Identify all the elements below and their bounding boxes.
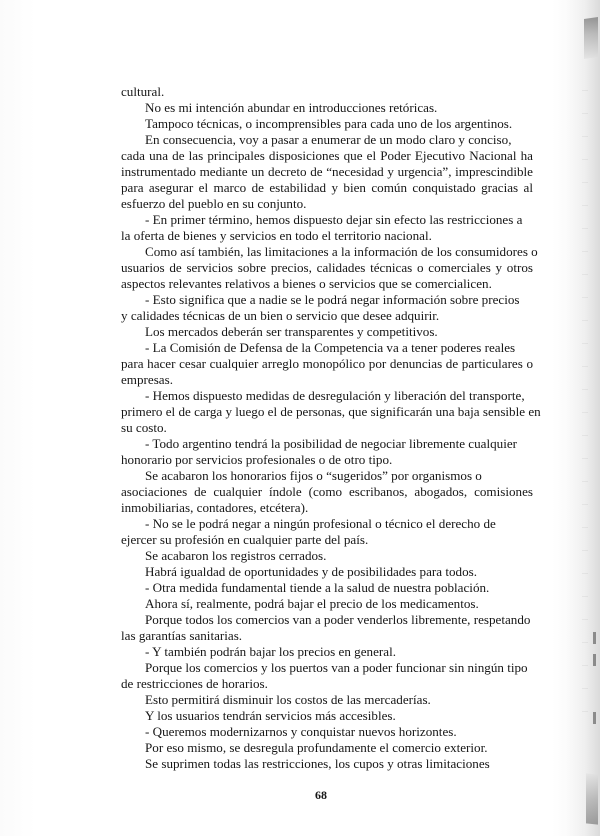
text-line: Como así también, las limitaciones a la información de los consumidores o	[145, 244, 538, 259]
text-line: instrumentado mediante un decreto de “necesidad y urgencia”, imprescindible	[121, 164, 533, 179]
text-line: - Queremos modernizarnos y conquistar nuevos horizontes.	[145, 724, 457, 739]
text-line: Esto permitirá disminuir los costos de las mercaderías.	[145, 692, 431, 707]
binding-mark-top	[584, 17, 598, 59]
text-line: para asegurar el marco de estabilidad y bien común conquistado gracias al	[121, 180, 533, 195]
text-line: Porque los comercios y los puertos van a poder funcionar sin ningún tipo	[145, 660, 528, 675]
body-text	[121, 84, 541, 772]
text-line: para hacer cesar cualquier arreglo monopólico por denuncias de particulares o	[121, 356, 533, 371]
text-line: Habrá igualdad de oportunidades y de posibilidades para todos.	[145, 564, 477, 579]
text-line: honorario por servicios profesionales o de otro tipo.	[121, 452, 393, 467]
text-line: la oferta de bienes y servicios en todo el territorio nacional.	[121, 228, 432, 243]
text-line: y calidades técnicas de un bien o servicio que desee adquirir.	[121, 308, 440, 323]
text-line: su costo.	[121, 420, 167, 435]
text-line: - La Comisión de Defensa de la Competencia va a tener poderes reales	[145, 340, 516, 355]
text-line: esfuerzo del pueblo en su conjunto.	[121, 196, 307, 211]
text-line: - Otra medida fundamental tiende a la salud de nuestra población.	[145, 580, 490, 595]
text-line: Se suprimen todas las restricciones, los cupos y otras limitaciones	[145, 756, 490, 771]
text-line: Y los usuarios tendrán servicios más accesibles.	[145, 708, 396, 723]
text-line: asociaciones de cualquier índole (como escribanos, abogados, comisiones	[121, 484, 533, 499]
text-line: - Hemos dispuesto medidas de desregulación y liberación del transporte,	[145, 388, 525, 403]
text-line: usuarios de servicios sobre precios, calidades técnicas o comerciales y otros	[121, 260, 533, 275]
text-line: Se acabaron los registros cerrados.	[145, 548, 327, 563]
text-line: empresas.	[121, 372, 173, 387]
text-line: cada una de las principales disposiciones que el Poder Ejecutivo Nacional ha	[121, 148, 533, 163]
page-number: 68	[315, 788, 327, 802]
text-line: primero el de carga y luego el de personas, que significarán una baja sensible en	[121, 404, 541, 419]
text-line: Porque todos los comercios van a poder venderlos libremente, respetando	[145, 612, 531, 627]
margin-mark	[593, 632, 596, 644]
text-line: En consecuencia, voy a pasar a enumerar de un modo claro y conciso,	[145, 132, 512, 147]
text-line: ejercer su profesión en cualquier parte del país.	[121, 532, 369, 547]
text-line: las garantías sanitarias.	[121, 628, 243, 643]
margin-mark	[593, 654, 596, 666]
text-line: - En primer término, hemos dispuesto dejar sin efecto las restricciones a	[145, 212, 523, 227]
text-line: inmobiliarias, contadores, etcétera).	[121, 500, 309, 515]
text-line: Ahora sí, realmente, podrá bajar el precio de los medicamentos.	[145, 596, 479, 611]
text-line: cultural.	[121, 84, 165, 99]
text-line: aspectos relevantes relativos a bienes o servicios que se comercialicen.	[121, 276, 492, 291]
text-line: Tampoco técnicas, o incomprensibles para cada uno de los argentinos.	[145, 116, 513, 131]
text-line: de restricciones de horarios.	[121, 676, 268, 691]
margin-mark	[593, 712, 596, 724]
scan-artifact	[582, 90, 588, 730]
text-line: Se acabaron los honorarios fijos o “sugeridos” por organismos o	[145, 468, 482, 483]
text-line: - Esto significa que a nadie se le podrá negar información sobre precios	[145, 292, 520, 307]
text-line: - Todo argentino tendrá la posibilidad de negociar libremente cualquier	[145, 436, 518, 451]
text-line: Por eso mismo, se desregula profundamente el comercio exterior.	[145, 740, 488, 755]
text-line: No es mi intención abundar en introducciones retóricas.	[145, 100, 438, 115]
text-line: Los mercados deberán ser transparentes y competitivos.	[145, 324, 438, 339]
text-line: - Y también podrán bajar los precios en general.	[145, 644, 396, 659]
text-line: - No se le podrá negar a ningún profesional o técnico el derecho de	[145, 516, 496, 531]
